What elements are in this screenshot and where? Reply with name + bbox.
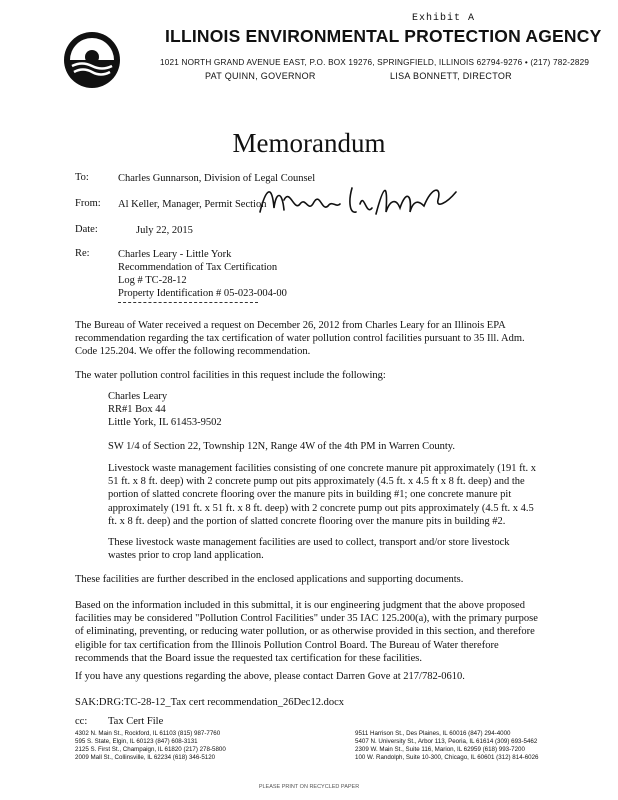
text-line: recommends that the Board issue the requested tax certification for these facilities. [75,652,422,664]
text-line: recommendation regarding the tax certification of water pollution control facilities pursuant to 35 Ill. Adm. [75,333,525,345]
memo-title: Memorandum [232,128,386,158]
to-value: Charles Gunnarson, Division of Legal Counsel [118,173,316,184]
date-label: Date: [75,224,98,235]
footer-offices-left [75,730,226,762]
text-line: 51 ft. x 8 ft. deep) with 2 concrete pump out pits approximately (4.5 ft. x 4.5 ft x 8 ft. deep) and the [108,476,525,488]
re-line: Recommendation of Tax Certification [118,262,278,273]
handwritten-signature [256,178,466,222]
paragraph-request [75,319,565,359]
paragraph-contact: If you have any questions regarding the above, please contact Darren Gove at 217/782-0610. [75,671,465,682]
cc-value: Tax Cert File [108,716,164,727]
text-line: The Bureau of Water received a request on December 26, 2012 from Charles Leary for an Illinois EPA [75,320,506,331]
text-line: facilities may be considered "Pollution Control Facilities" under 35 IAC 125.200(a), with the primary purpose [75,613,538,625]
recycled-paper-note: PLEASE PRINT ON RECYCLED PAPER [258,784,360,790]
office-line: 100 W. Randolph, Suite 10-300, Chicago, IL 60601 (312) 814-6026 [355,754,539,761]
address-line: Little York, IL 61453-9502 [108,417,222,429]
file-reference: SAK:DRG:TC-28-12_Tax cert recommendation_26Dec12.docx [75,697,344,708]
owner-address [108,390,568,430]
office-line: 2309 W. Main St., Suite 116, Marion, IL 62959 (618) 993-7200 [355,746,525,753]
re-label: Re: [75,248,90,259]
re-line: Charles Leary - Little York [118,249,232,260]
header-divider [118,302,258,303]
text-line: Based on the information included in this submittal, it is our engineering judgment that the above proposed [75,600,525,611]
cc-label: cc: [75,716,88,727]
agency-address: 1021 NORTH GRAND AVENUE EAST, P.O. BOX 19276, SPRINGFIELD, ILLINOIS 62794-9276 • (217) 782-2829 [160,58,590,67]
office-line: 4302 N. Main St., Rockford, IL 61103 (815) 987-7760 [75,730,221,737]
to-label: To: [75,172,89,183]
footer-offices-right [355,730,538,762]
re-line: Log # TC-28-12 [118,275,187,286]
text-line: Code 125.204. We offer the following recommendation. [75,346,311,358]
governor-name: PAT QUINN, GOVERNOR [205,71,316,81]
text-line: These livestock waste management facilities are used to collect, transport and/or store livestock [108,537,510,548]
text-line: portion of slatted concrete flooring over the manure pits in building #1; one concrete manure pit [108,489,512,501]
text-line: approximately (191 ft. x 51 ft. x 8 ft. deep) with 2 concrete pump out pits approximately (4.5 ft. x 4.5 [108,502,534,514]
office-line: 595 S. State, Elgin, IL 60123 (847) 608-3131 [75,738,198,745]
agency-name: ILLINOIS ENVIRONMENTAL PROTECTION AGENCY [165,26,602,46]
property-location: SW 1/4 of Section 22, Township 12N, Range 4W of the 4th PM in Warren County. [108,441,455,452]
text-line: of eliminating, preventing, or reducing water pollution, or as otherwise provided in this section, and therefore [75,626,535,638]
director-name: LISA BONNETT, DIRECTOR [390,71,512,81]
address-line: Charles Leary [108,391,168,402]
office-line: 2125 S. First St., Champaign, IL 61820 (217) 278-5800 [75,746,226,753]
paragraph-judgment [75,599,565,665]
re-line: Property Identification # 05-023-004-00 [118,288,287,299]
exhibit-label: Exhibit A [412,13,476,24]
paragraph-facility-description [108,462,568,528]
paragraph-facility-use [108,536,568,562]
date-value: July 22, 2015 [136,225,193,236]
re-block [118,248,287,300]
text-line: Livestock waste management facilities consisting of one concrete manure pit approximately (191 ft. x [108,463,537,474]
text-line: eligible for tax certification from the Illinois Pollution Control Board. The Bureau of Water therefore [75,639,499,651]
text-line: wastes prior to crop land application. [108,550,264,562]
office-line: 9511 Harrison St., Des Plaines, IL 60016 (847) 294-4000 [355,730,511,737]
address-line: RR#1 Box 44 [108,404,166,416]
iepa-logo-icon [62,30,122,90]
paragraph-facilities-intro: The water pollution control facilities in this request include the following: [75,370,386,381]
office-line: 5407 N. University St., Arbor 113, Peoria, IL 61614 (309) 693-5462 [355,738,538,745]
from-label: From: [75,198,101,209]
office-line: 2009 Mall St., Collinsville, IL 62234 (618) 346-5120 [75,754,216,761]
paragraph-enclosures: These facilities are further described in the enclosed applications and supporting documents. [75,574,464,585]
text-line: ft. x 8 ft. deep) and the portion of slatted concrete flooring over the manure pits in building #2. [108,515,506,527]
from-value: Al Keller, Manager, Permit Section [118,199,267,210]
